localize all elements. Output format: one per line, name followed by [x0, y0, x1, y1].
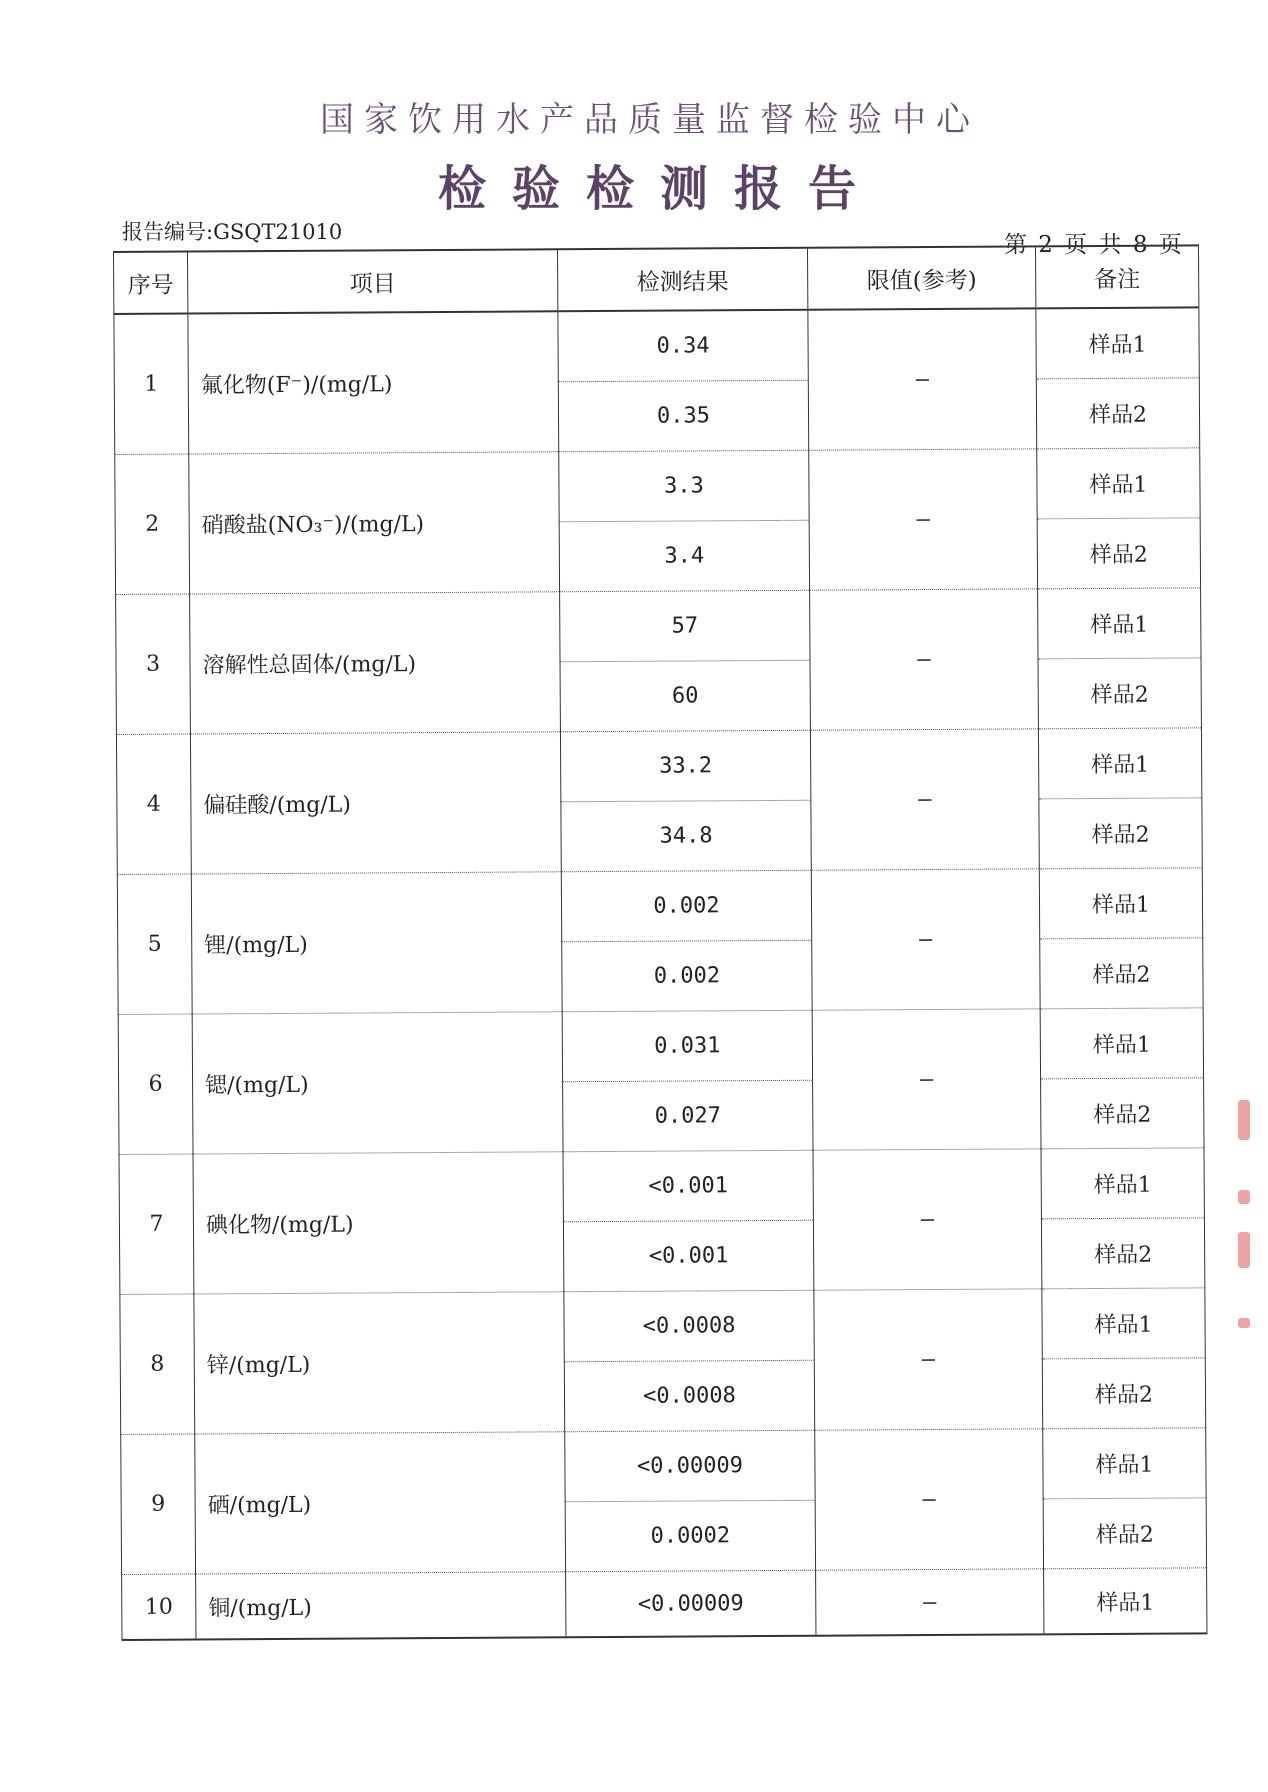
row-item: 锂/(mg/L) — [191, 872, 562, 1014]
row-item: 硒/(mg/L) — [195, 1432, 566, 1574]
result-sample-2: <0.0008 — [564, 1360, 814, 1432]
remark-sample-2: 样品2 — [1043, 1498, 1206, 1569]
remark-sample-1: 样品1 — [1039, 868, 1202, 939]
result-sample-1: 3.3 — [559, 450, 809, 522]
result-sample-1: 57 — [560, 590, 810, 662]
table-row — [117, 868, 1202, 945]
table-row — [116, 728, 1201, 805]
row-limit: — — [810, 729, 1039, 870]
row-limit: — — [815, 1429, 1044, 1570]
row-index: 6 — [118, 1014, 193, 1154]
table-header-row — [114, 245, 1199, 314]
red-seal-edge — [1238, 1190, 1250, 1204]
row-limit: — — [810, 589, 1039, 730]
table-row — [121, 1428, 1206, 1505]
result-sample-2: 60 — [560, 660, 810, 732]
row-index: 7 — [119, 1154, 194, 1294]
remark-sample-1: 样品1 — [1040, 1008, 1203, 1079]
row-limit: — — [808, 308, 1037, 450]
remark-sample-1: 样品1 — [1038, 588, 1201, 659]
result-sample-1: 0.34 — [558, 310, 808, 382]
row-item: 锶/(mg/L) — [192, 1012, 563, 1154]
issuing-organization: 国家饮用水产品质量监督检验中心 — [320, 100, 980, 140]
table-row — [116, 588, 1201, 665]
row-item: 硝酸盐(NO₃⁻)/(mg/L) — [189, 452, 560, 594]
remark-sample-2: 样品2 — [1041, 1078, 1204, 1149]
row-index: 8 — [120, 1294, 195, 1434]
remark-sample-2: 样品2 — [1037, 518, 1200, 589]
remark-sample-1: 样品1 — [1044, 1568, 1207, 1634]
result-sample-1: <0.00009 — [566, 1570, 816, 1637]
remark-sample-1: 样品1 — [1036, 307, 1199, 378]
remark-sample-2: 样品2 — [1036, 378, 1199, 449]
table-row — [118, 1008, 1203, 1085]
table-row — [119, 1148, 1204, 1225]
row-index: 3 — [116, 594, 191, 734]
row-index: 5 — [117, 874, 192, 1014]
table-row — [120, 1288, 1205, 1365]
remark-sample-2: 样品2 — [1041, 1218, 1204, 1289]
red-seal-edge — [1238, 1232, 1250, 1268]
remark-sample-2: 样品2 — [1040, 938, 1203, 1009]
column-header-index: 序号 — [114, 252, 188, 314]
row-item: 锌/(mg/L) — [194, 1292, 565, 1434]
result-sample-1: <0.0008 — [564, 1290, 814, 1362]
result-sample-2: 0.002 — [562, 940, 812, 1012]
column-header-result: 检测结果 — [557, 248, 807, 312]
row-limit: — — [812, 1009, 1041, 1150]
remark-sample-1: 样品1 — [1041, 1148, 1204, 1219]
result-sample-2: 3.4 — [559, 520, 809, 592]
result-sample-2: 34.8 — [561, 800, 811, 872]
row-limit: — — [813, 1149, 1042, 1290]
remark-sample-1: 样品1 — [1042, 1288, 1205, 1359]
results-table — [113, 244, 1207, 1641]
row-limit: — — [811, 869, 1040, 1010]
table-row — [114, 307, 1199, 384]
remark-sample-1: 样品1 — [1038, 728, 1201, 799]
row-item: 氟化物(F⁻)/(mg/L) — [188, 311, 559, 454]
document-title: 检验检测报告 — [437, 161, 882, 217]
remark-sample-2: 样品2 — [1038, 658, 1201, 729]
row-item: 铜/(mg/L) — [196, 1572, 566, 1640]
result-sample-1: 0.031 — [562, 1010, 812, 1082]
red-seal-edge — [1238, 1100, 1250, 1140]
result-sample-1: 0.002 — [561, 870, 811, 942]
table-row — [115, 448, 1200, 525]
row-limit: — — [809, 449, 1038, 590]
column-header-limit: 限值(参考) — [807, 246, 1035, 309]
row-index: 9 — [121, 1434, 196, 1574]
report-number: 报告编号:GSQT21010 — [122, 220, 343, 244]
row-item: 溶解性总固体/(mg/L) — [190, 592, 561, 734]
remark-sample-1: 样品1 — [1043, 1428, 1206, 1499]
column-header-item: 项目 — [188, 249, 558, 313]
row-item: 偏硅酸/(mg/L) — [190, 732, 561, 874]
red-seal-edge — [1238, 1318, 1250, 1328]
result-sample-2: <0.001 — [563, 1220, 813, 1292]
row-index: 10 — [122, 1574, 196, 1640]
result-sample-1: 33.2 — [560, 730, 810, 802]
column-header-remark: 备注 — [1035, 245, 1198, 308]
row-index: 2 — [115, 454, 190, 594]
result-sample-2: 0.35 — [558, 380, 808, 452]
row-item: 碘化物/(mg/L) — [193, 1152, 564, 1294]
result-sample-1: <0.001 — [563, 1150, 813, 1222]
result-sample-1: <0.00009 — [565, 1430, 815, 1502]
row-limit: — — [814, 1289, 1043, 1430]
row-index: 4 — [116, 734, 191, 874]
remark-sample-2: 样品2 — [1042, 1358, 1205, 1429]
remark-sample-1: 样品1 — [1037, 448, 1200, 519]
row-index: 1 — [114, 314, 189, 455]
row-limit: — — [816, 1569, 1044, 1636]
result-sample-2: 0.0002 — [565, 1500, 815, 1572]
table-row — [122, 1568, 1207, 1640]
remark-sample-2: 样品2 — [1039, 798, 1202, 869]
page-indicator: 第 2 页 共 8 页 — [1004, 232, 1184, 258]
result-sample-2: 0.027 — [563, 1080, 813, 1152]
